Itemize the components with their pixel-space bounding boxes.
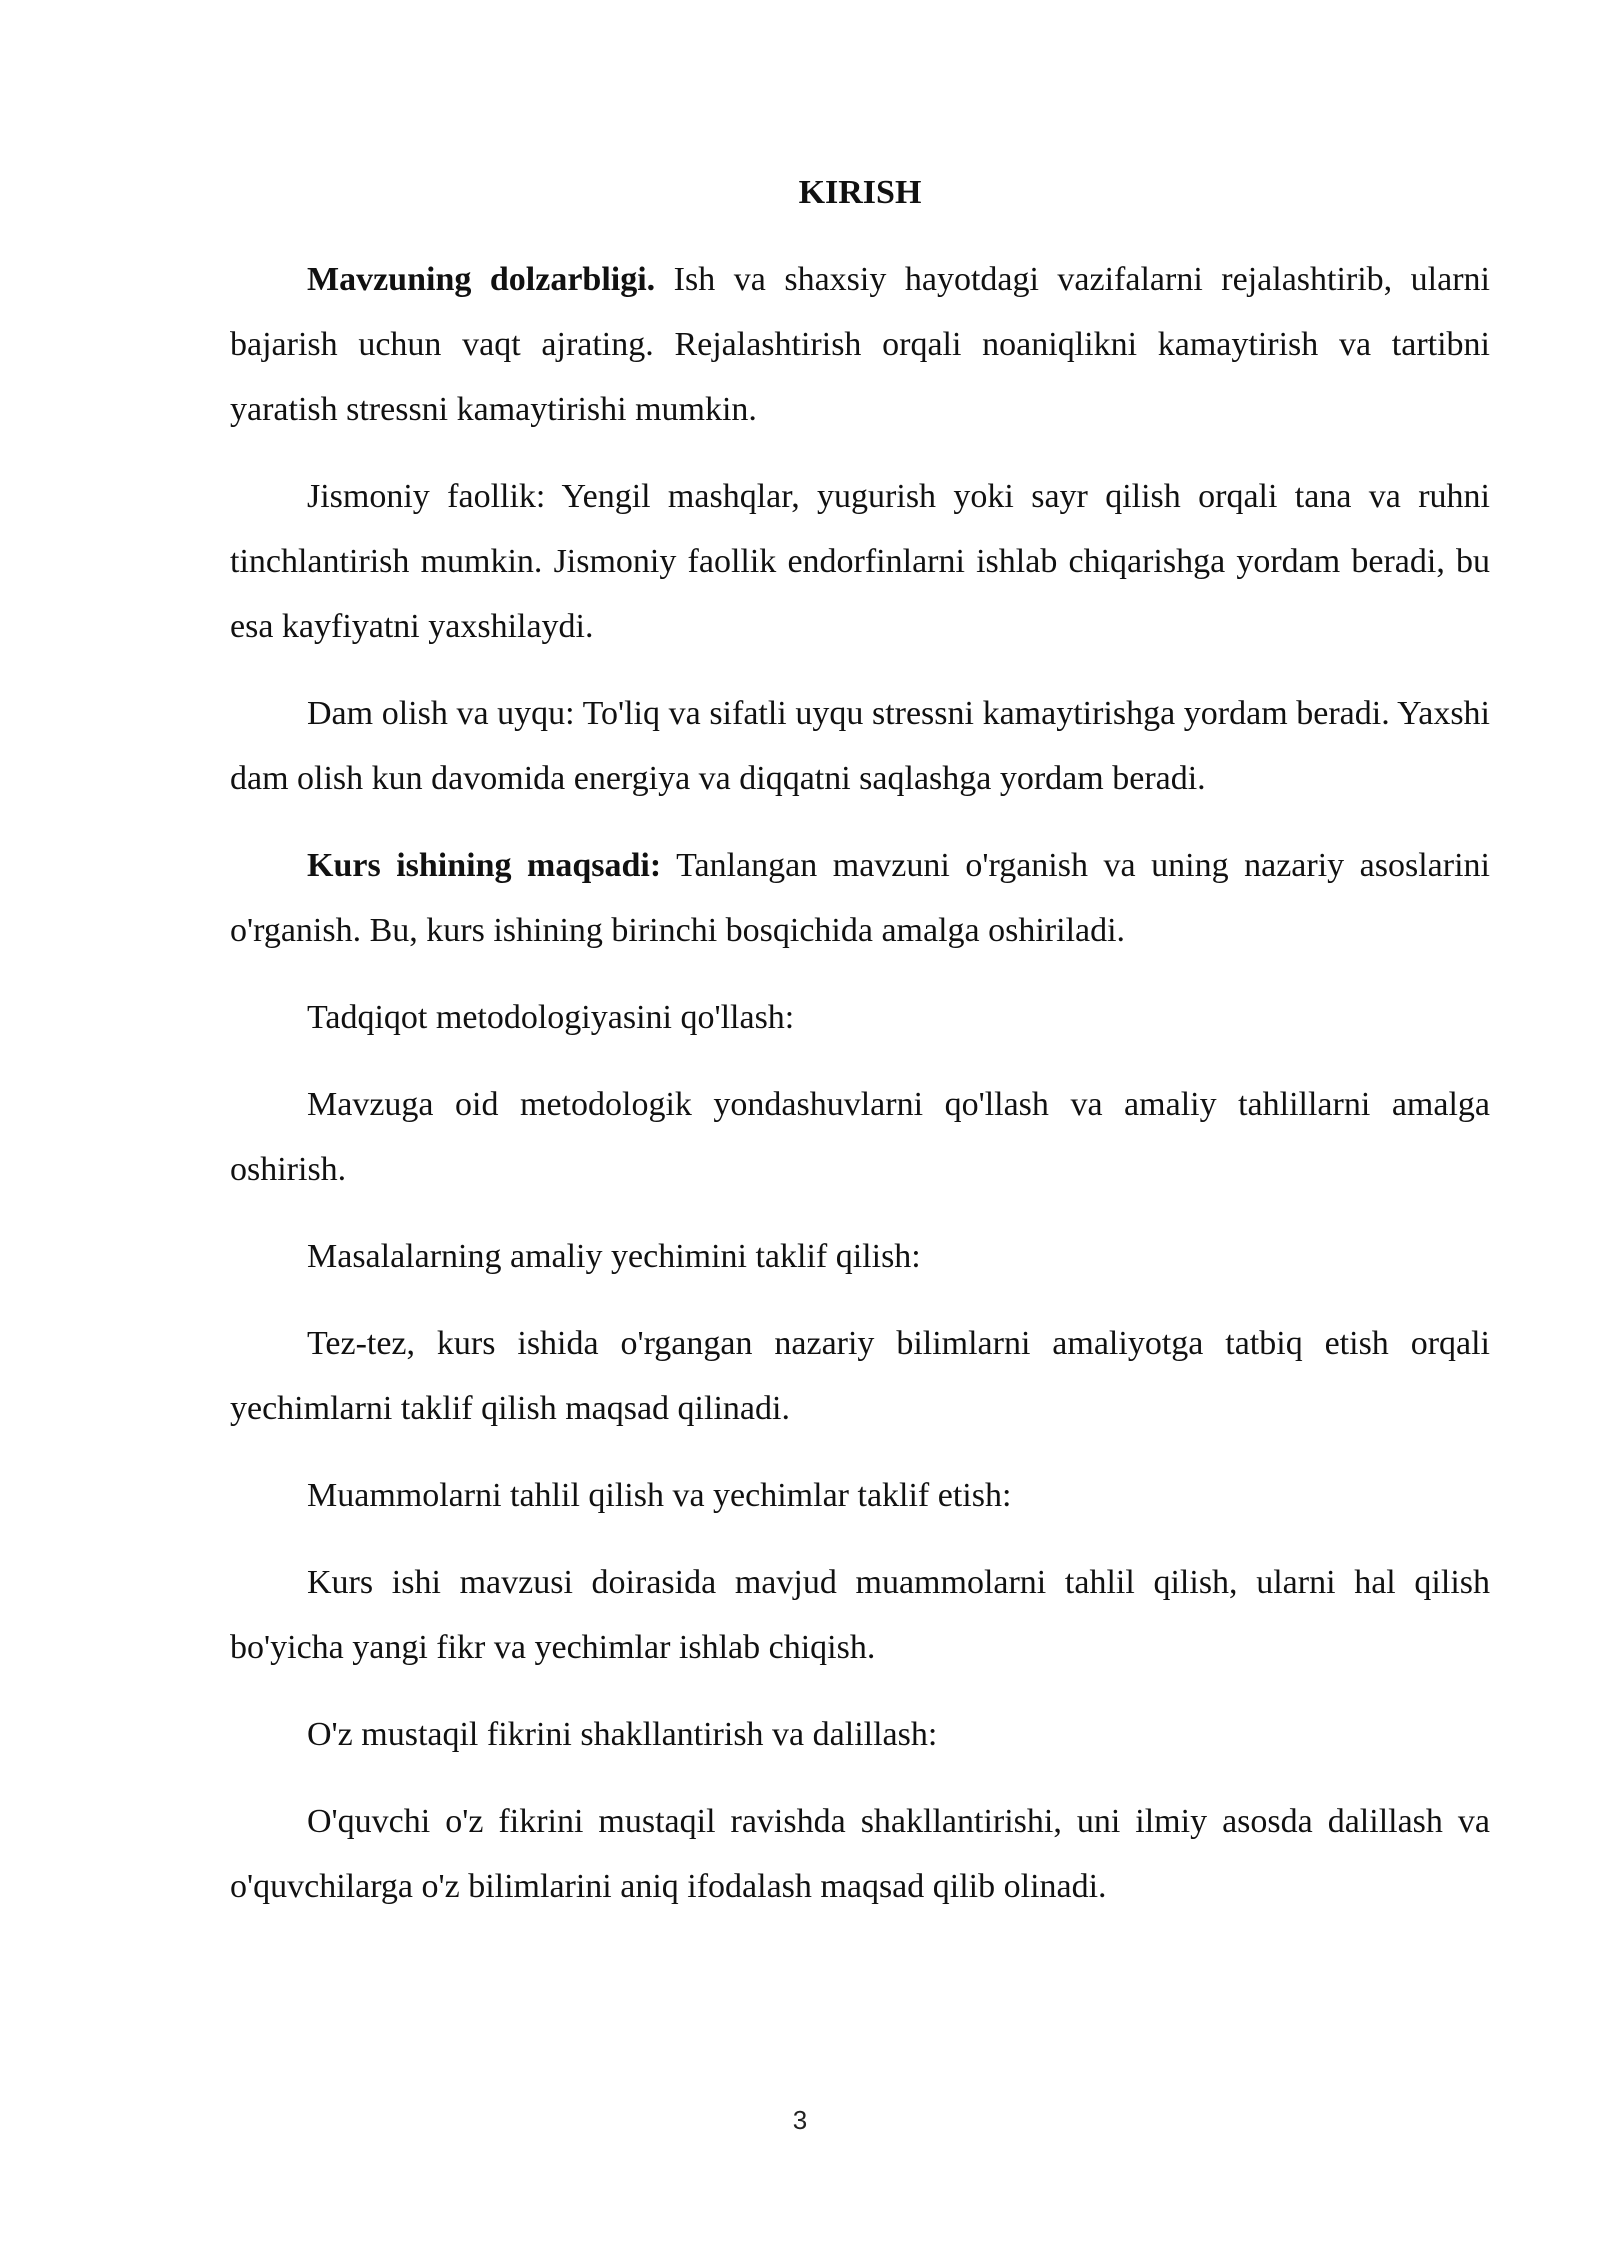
paragraph-physical-activity bbox=[230, 464, 1490, 659]
paragraph-course-goal bbox=[230, 833, 1490, 963]
paragraph-text: O'quvchi o'z fikrini mustaqil ravishda shakllantirishi, uni ilmiy asosda dalillash va o'quvchilarga o'z bilimlarini aniq ifodalash maqsad qilib olinadi. bbox=[230, 1803, 1490, 1905]
paragraph-methodology-heading bbox=[230, 985, 1490, 1050]
paragraph-solutions-heading bbox=[230, 1224, 1490, 1289]
paragraph-text: Tez-tez, kurs ishida o'rgangan nazariy bilimlarni amaliyotga tatbiq etish orqali yechimlarni taklif qilish maqsad qilinadi. bbox=[230, 1325, 1490, 1427]
paragraph-text: Dam olish va uyqu: To'liq va sifatli uyqu stressni kamaytirishga yordam beradi. Yaxshi dam olish kun davomida energiya va diqqatni saqlashga yordam beradi. bbox=[230, 695, 1490, 797]
paragraph-text: Tadqiqot metodologiyasini qo'llash: bbox=[307, 999, 795, 1036]
paragraph-methodology bbox=[230, 1072, 1490, 1202]
paragraph-problems-heading bbox=[230, 1463, 1490, 1528]
paragraph-independent-thinking bbox=[230, 1789, 1490, 1919]
paragraph-text: Muammolarni tahlil qilish va yechimlar taklif etish: bbox=[307, 1477, 1012, 1514]
paragraph-text: Jismoniy faollik: Yengil mashqlar, yugurish yoki sayr qilish orqali tana va ruhni tinchlantirish mumkin. Jismoniy faollik endorfinlarni ishlab chiqarishga yordam beradi, bu esa kayfiyatni yaxshilaydi. bbox=[230, 478, 1490, 645]
paragraph-text: Tanlangan mavzuni o'rganish va uning nazariy asoslarini o'rganish. Bu, kurs ishining birinchi bosqichida amalga oshiriladi. bbox=[230, 847, 1490, 949]
paragraph-lead: Kurs ishining maqsadi: bbox=[307, 847, 662, 884]
paragraph-problems bbox=[230, 1550, 1490, 1680]
paragraph-independent-thinking-heading bbox=[230, 1702, 1490, 1767]
section-title: KIRISH bbox=[798, 174, 922, 211]
document-page bbox=[230, 160, 1490, 1941]
paragraph-lead: Mavzuning dolzarbligi. bbox=[307, 261, 656, 298]
paragraph-text: O'z mustaqil fikrini shakllantirish va dalillash: bbox=[307, 1716, 938, 1753]
paragraph-relevance bbox=[230, 247, 1490, 442]
paragraph-text: Ish va shaxsiy hayotdagi vazifalarni rejalashtirib, ularni bajarish uchun vaqt ajrating. Rejalashtirish orqali noaniqlikni kamaytirish va tartibni yaratish stressni kamaytirishi mumkin. bbox=[230, 261, 1490, 428]
paragraph-text: Masalalarning amaliy yechimini taklif qilish: bbox=[307, 1238, 921, 1275]
paragraph-text: Mavzuga oid metodologik yondashuvlarni qo'llash va amaliy tahlillarni amalga oshirish. bbox=[230, 1086, 1490, 1188]
page-number: 3 bbox=[792, 2105, 808, 2135]
paragraph-rest-and-sleep bbox=[230, 681, 1490, 811]
paragraph-text: Kurs ishi mavzusi doirasida mavjud muammolarni tahlil qilish, ularni hal qilish bo'yicha yangi fikr va yechimlar ishlab chiqish. bbox=[230, 1564, 1490, 1666]
paragraph-solutions bbox=[230, 1311, 1490, 1441]
